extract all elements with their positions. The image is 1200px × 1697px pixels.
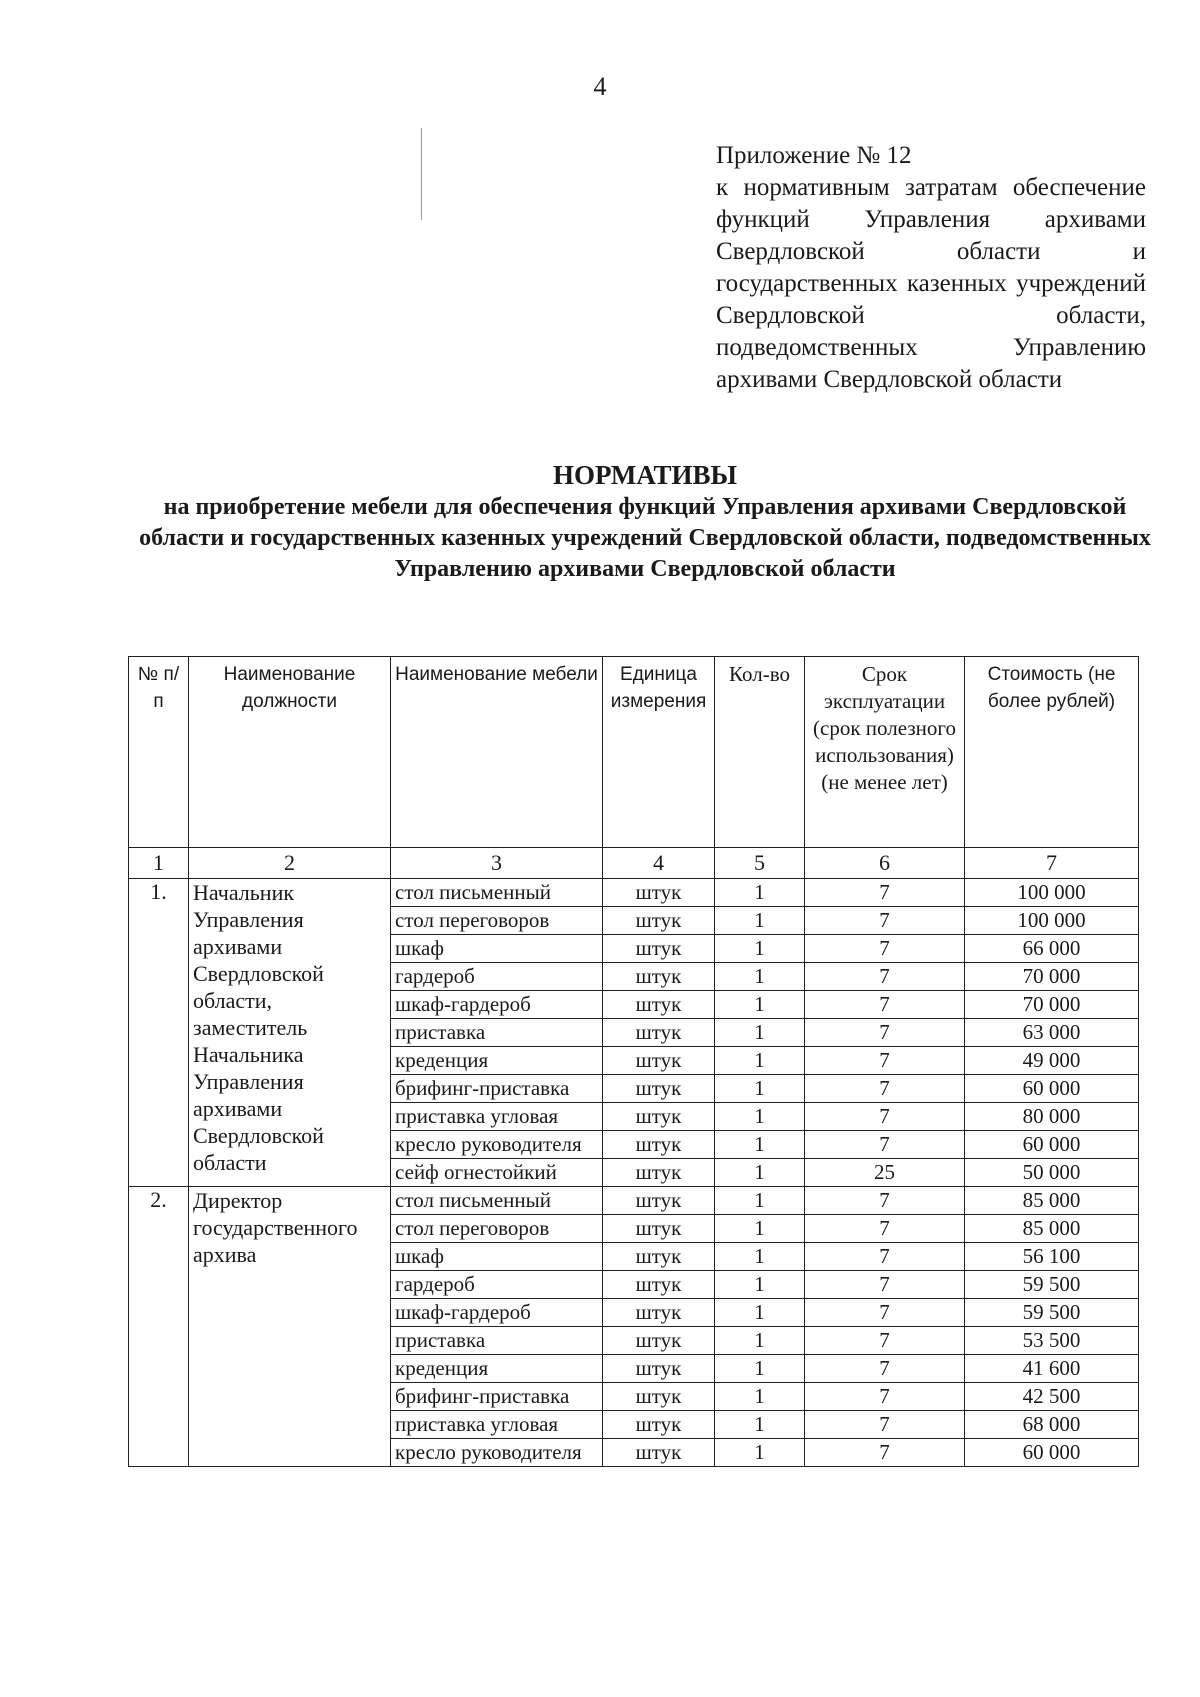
quantity-cell: 1 xyxy=(715,1299,805,1327)
furniture-name: брифинг-приставка xyxy=(391,1383,603,1411)
cost-cell: 60 000 xyxy=(965,1131,1139,1159)
unit-cell: штук xyxy=(603,1019,715,1047)
service-life-cell: 7 xyxy=(805,991,965,1019)
header-unit: Единица измерения xyxy=(603,657,715,848)
header-quantity: Кол-во xyxy=(715,657,805,848)
furniture-name: шкаф-гардероб xyxy=(391,991,603,1019)
cost-cell: 70 000 xyxy=(965,991,1139,1019)
column-number: 5 xyxy=(715,848,805,879)
furniture-name: шкаф xyxy=(391,935,603,963)
quantity-cell: 1 xyxy=(715,1131,805,1159)
table-header-row xyxy=(129,657,1139,848)
group-number: 2. xyxy=(129,1187,189,1467)
quantity-cell: 1 xyxy=(715,1271,805,1299)
furniture-name: креденция xyxy=(391,1355,603,1383)
furniture-name: гардероб xyxy=(391,963,603,991)
quantity-cell: 1 xyxy=(715,1047,805,1075)
unit-cell: штук xyxy=(603,991,715,1019)
column-number: 4 xyxy=(603,848,715,879)
cost-cell: 63 000 xyxy=(965,1019,1139,1047)
quantity-cell: 1 xyxy=(715,1019,805,1047)
furniture-norms-table xyxy=(128,656,1139,1467)
unit-cell: штук xyxy=(603,935,715,963)
service-life-cell: 7 xyxy=(805,1075,965,1103)
quantity-cell: 1 xyxy=(715,1411,805,1439)
cost-cell: 100 000 xyxy=(965,907,1139,935)
furniture-name: шкаф xyxy=(391,1243,603,1271)
document-title: НОРМАТИВЫ xyxy=(552,460,738,490)
unit-cell: штук xyxy=(603,1131,715,1159)
unit-cell: штук xyxy=(603,963,715,991)
quantity-cell: 1 xyxy=(715,907,805,935)
quantity-cell: 1 xyxy=(715,1327,805,1355)
column-number: 6 xyxy=(805,848,965,879)
unit-cell: штук xyxy=(603,1187,715,1215)
unit-cell: штук xyxy=(603,1271,715,1299)
quantity-cell: 1 xyxy=(715,1383,805,1411)
header-position: Наименование должности xyxy=(189,657,391,848)
service-life-cell: 7 xyxy=(805,1271,965,1299)
service-life-cell: 7 xyxy=(805,1243,965,1271)
appendix-block xyxy=(716,140,1146,396)
service-life-cell: 7 xyxy=(805,1019,965,1047)
service-life-cell: 7 xyxy=(805,1327,965,1355)
service-life-cell: 7 xyxy=(805,879,965,907)
appendix-title: Приложение № 12 xyxy=(716,142,912,169)
cost-cell: 66 000 xyxy=(965,935,1139,963)
quantity-cell: 1 xyxy=(715,1187,805,1215)
service-life-cell: 7 xyxy=(805,935,965,963)
service-life-cell: 7 xyxy=(805,907,965,935)
quantity-cell: 1 xyxy=(715,1243,805,1271)
quantity-cell: 1 xyxy=(715,935,805,963)
furniture-name: сейф огнестойкий xyxy=(391,1159,603,1187)
margin-mark xyxy=(421,128,422,220)
cost-cell: 49 000 xyxy=(965,1047,1139,1075)
furniture-name: приставка угловая xyxy=(391,1411,603,1439)
service-life-cell: 25 xyxy=(805,1159,965,1187)
header-service-life: Срок эксплуатации (срок полезного использования) (не менее лет) xyxy=(805,657,965,848)
table-row xyxy=(129,1187,1139,1215)
document-heading xyxy=(120,458,1170,585)
unit-cell: штук xyxy=(603,1299,715,1327)
unit-cell: штук xyxy=(603,1103,715,1131)
furniture-name: кресло руководителя xyxy=(391,1439,603,1467)
unit-cell: штук xyxy=(603,1383,715,1411)
quantity-cell: 1 xyxy=(715,1159,805,1187)
unit-cell: штук xyxy=(603,1355,715,1383)
quantity-cell: 1 xyxy=(715,1103,805,1131)
unit-cell: штук xyxy=(603,1047,715,1075)
furniture-name: приставка угловая xyxy=(391,1103,603,1131)
column-number-row xyxy=(129,848,1139,879)
cost-cell: 70 000 xyxy=(965,963,1139,991)
furniture-name: стол переговоров xyxy=(391,1215,603,1243)
service-life-cell: 7 xyxy=(805,1047,965,1075)
position-name: Директор государственного архива xyxy=(189,1187,391,1467)
cost-cell: 68 000 xyxy=(965,1411,1139,1439)
unit-cell: штук xyxy=(603,879,715,907)
unit-cell: штук xyxy=(603,1075,715,1103)
document-subtitle: на приобретение мебели для обеспечения функций Управления архивами Свердловской области и государственных казенных учреждений Свердловской области, подведомственных Управлению архивами Свердловской области xyxy=(139,494,1151,582)
column-number: 2 xyxy=(189,848,391,879)
header-furniture: Наименование мебели xyxy=(391,657,603,848)
service-life-cell: 7 xyxy=(805,1215,965,1243)
unit-cell: штук xyxy=(603,1243,715,1271)
cost-cell: 56 100 xyxy=(965,1243,1139,1271)
furniture-name: стол письменный xyxy=(391,1187,603,1215)
cost-cell: 53 500 xyxy=(965,1327,1139,1355)
furniture-name: брифинг-приставка xyxy=(391,1075,603,1103)
furniture-name: кресло руководителя xyxy=(391,1131,603,1159)
service-life-cell: 7 xyxy=(805,1299,965,1327)
service-life-cell: 7 xyxy=(805,1355,965,1383)
cost-cell: 50 000 xyxy=(965,1159,1139,1187)
service-life-cell: 7 xyxy=(805,1411,965,1439)
furniture-name: гардероб xyxy=(391,1271,603,1299)
service-life-cell: 7 xyxy=(805,1383,965,1411)
service-life-cell: 7 xyxy=(805,1131,965,1159)
quantity-cell: 1 xyxy=(715,991,805,1019)
furniture-name: стол письменный xyxy=(391,879,603,907)
table-row xyxy=(129,879,1139,907)
quantity-cell: 1 xyxy=(715,1355,805,1383)
cost-cell: 80 000 xyxy=(965,1103,1139,1131)
cost-cell: 42 500 xyxy=(965,1383,1139,1411)
cost-cell: 59 500 xyxy=(965,1271,1139,1299)
quantity-cell: 1 xyxy=(715,879,805,907)
furniture-name: стол переговоров xyxy=(391,907,603,935)
unit-cell: штук xyxy=(603,1159,715,1187)
cost-cell: 41 600 xyxy=(965,1355,1139,1383)
quantity-cell: 1 xyxy=(715,1439,805,1467)
column-number: 3 xyxy=(391,848,603,879)
quantity-cell: 1 xyxy=(715,1215,805,1243)
page-number: 4 xyxy=(593,72,607,101)
header-number: № п/п xyxy=(129,657,189,848)
cost-cell: 60 000 xyxy=(965,1439,1139,1467)
unit-cell: штук xyxy=(603,1215,715,1243)
group-number: 1. xyxy=(129,879,189,1187)
furniture-name: креденция xyxy=(391,1047,603,1075)
cost-cell: 85 000 xyxy=(965,1187,1139,1215)
service-life-cell: 7 xyxy=(805,1187,965,1215)
unit-cell: штук xyxy=(603,907,715,935)
cost-cell: 85 000 xyxy=(965,1215,1139,1243)
cost-cell: 100 000 xyxy=(965,879,1139,907)
furniture-name: приставка xyxy=(391,1327,603,1355)
furniture-name: приставка xyxy=(391,1019,603,1047)
service-life-cell: 7 xyxy=(805,1103,965,1131)
cost-cell: 60 000 xyxy=(965,1075,1139,1103)
quantity-cell: 1 xyxy=(715,1075,805,1103)
furniture-name: шкаф-гардероб xyxy=(391,1299,603,1327)
position-name: Начальник Управления архивами Свердловской области, заместитель Начальника Управления архивами Свердловской области xyxy=(189,879,391,1187)
column-number: 7 xyxy=(965,848,1139,879)
cost-cell: 59 500 xyxy=(965,1299,1139,1327)
column-number: 1 xyxy=(129,848,189,879)
unit-cell: штук xyxy=(603,1411,715,1439)
service-life-cell: 7 xyxy=(805,1439,965,1467)
unit-cell: штук xyxy=(603,1327,715,1355)
unit-cell: штук xyxy=(603,1439,715,1467)
header-cost: Стоимость (не более рублей) xyxy=(965,657,1139,848)
service-life-cell: 7 xyxy=(805,963,965,991)
quantity-cell: 1 xyxy=(715,963,805,991)
appendix-text: к нормативным затратам обеспечение функций Управления архивами Свердловской области и государственных казенных учреждений Свердловской области, подведомственных Управлению архивами Свердловской области xyxy=(716,174,1146,393)
